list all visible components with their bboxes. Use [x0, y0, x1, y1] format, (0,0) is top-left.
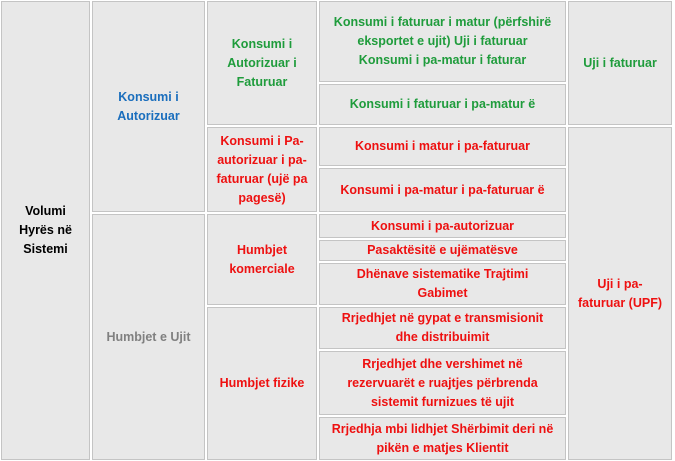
metered-unbilled-consumption-cell: Konsumi i matur i pa-faturuar — [318, 126, 567, 167]
reservoir-leaks-overflows-cell: Rrjedhjet dhe vershimet në rezervuarët e ruajtjes përbrenda sistemit furnizues të ujit — [318, 350, 567, 416]
systematic-data-handling-errors-cell: Dhënave sistematike Trajtimi Gabimet — [318, 262, 567, 306]
non-revenue-water-cell: Uji i pa-faturuar (UPF) — [567, 126, 673, 461]
billed-authorized-consumption-cell: Konsumi i Autorizuar i Faturuar — [206, 0, 318, 126]
physical-losses-cell: Humbjet fizike — [206, 306, 318, 461]
unauthorized-consumption-cell: Konsumi i pa-autorizuar — [318, 213, 567, 239]
meter-inaccuracy-cell: Pasaktësitë e ujëmatësve — [318, 239, 567, 262]
billed-unmetered-consumption-cell: Konsumi i faturuar i pa-matur ë — [318, 83, 567, 126]
transmission-distribution-leaks-cell: Rrjedhjet në gypat e transmisionit dhe distribuimit — [318, 306, 567, 350]
service-connection-leaks-cell: Rrjedhja mbi lidhjet Shërbimit deri në pikën e matjes Klientit — [318, 416, 567, 461]
commercial-losses-cell: Humbjet komerciale — [206, 213, 318, 306]
unauthorized-unbilled-consumption-cell: Konsumi i Pa-autorizuar i pa-faturuar (ujë pa pagesë) — [206, 126, 318, 213]
billed-metered-consumption-cell: Konsumi i faturuar i matur (përfshirë eksportet e ujit) Uji i faturuar Konsumi i pa-matur i faturar — [318, 0, 567, 83]
system-input-volume-cell: Volumi Hyrës në Sistemi — [0, 0, 91, 461]
water-losses-cell: Humbjet e Ujit — [91, 213, 206, 461]
unmetered-unbilled-consumption-cell: Konsumi i pa-matur i pa-faturuar ë — [318, 167, 567, 213]
authorized-consumption-cell: Konsumi i Autorizuar — [91, 0, 206, 213]
billed-water-cell: Uji i faturuar — [567, 0, 673, 126]
